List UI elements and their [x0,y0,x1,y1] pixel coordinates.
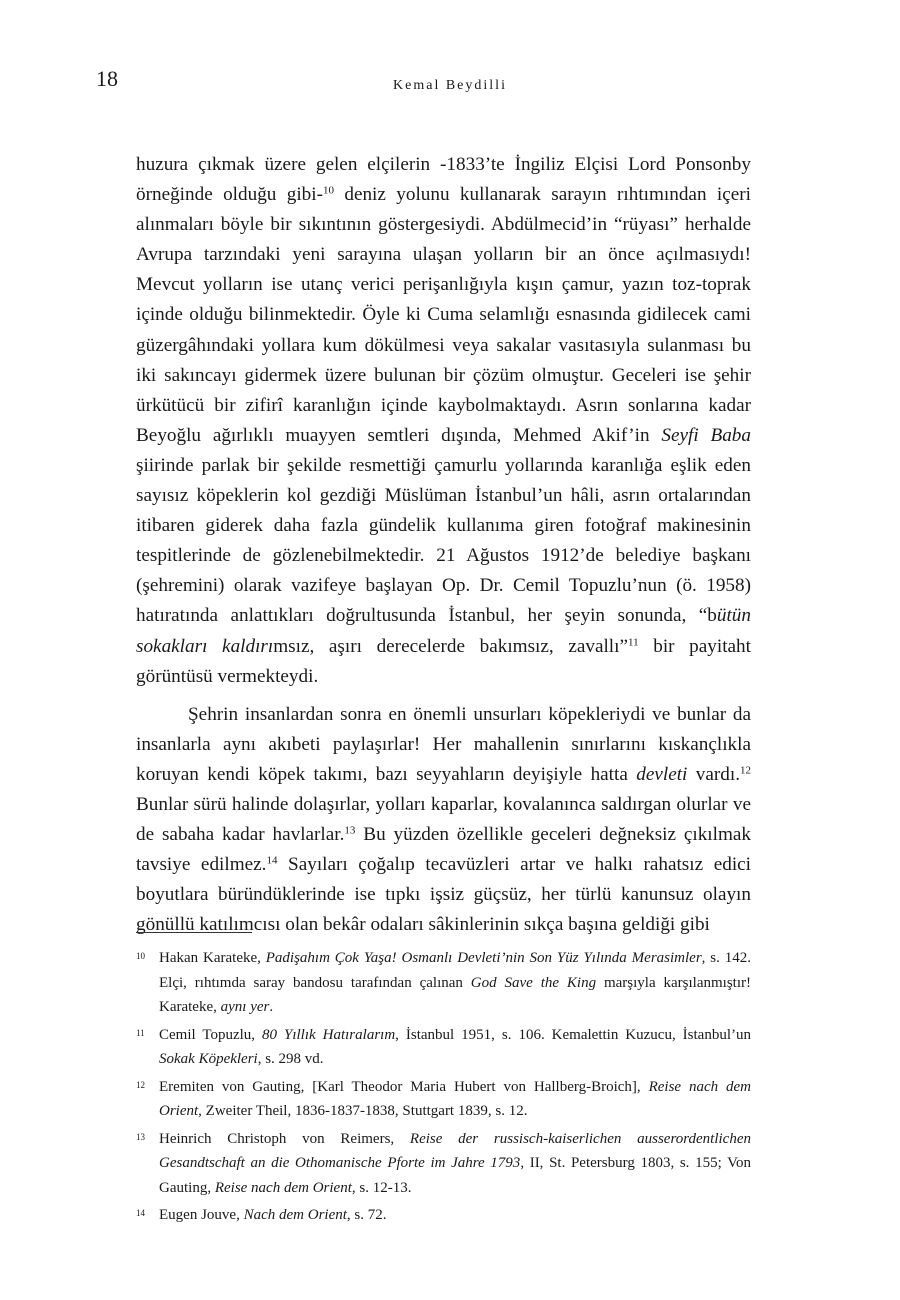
footnote-11 [136,1023,751,1072]
text-span: Heinrich Christoph von Reimers, [159,1130,410,1147]
text-span: Eugen Jouve, [159,1207,244,1223]
text-span: Cemil Topuzlu, [159,1026,263,1043]
text-span: , Zweiter Theil, 1836-1837-1838, Stuttgart 1839, s. 12. [198,1103,528,1119]
footnote-ref-10: 10 [322,184,334,197]
text-span: , s. 72. [346,1207,387,1223]
text-span: . [269,999,274,1015]
text-span: msız, aşırı derecelerde bakımsız, zavallı” [273,635,628,657]
italic-title: Sokak Köpekleri [159,1051,258,1067]
paragraph-1 [136,150,751,692]
footnote-number: 11 [136,1027,145,1038]
text-span: marşıyla karşılanmıştır! Karateke, [159,974,751,1015]
text-span: Sayıları çoğalıp tecavüzleri artar ve halkı rahatsız edici boyutlara büründüklerinde ise tıpkı işsiz güçsüz, her türlü kanunsuz olayın gönüllü katılımcısı olan bekâr odaları sâkinlerinin sıkça başına geldiği gibi [136,854,751,936]
text-span: deniz yolunu kullanarak sarayın rıhtımından içeri alınmaları böyle bir sıkıntının göstergesiydi. Abdülmecid’in “rüyası” herhalde Avrupa tarzındaki yeni sarayına ulaşan yolların bir an önce açılmasıydı! Mevcut yolların ise utanç verici perişanlığıyla kışın çamur, yazın toz-toprak içinde olduğu bilinmektedir. Öyle ki Cuma selamlığı esnasında gidilecek cami güzergâhındaki yollara kum dökülmesi veya sakalar vasıtasıyla sulanması bu iki sakıncayı gidermek üzere bulunan bir çözüm olmuştur. Geceleri ise şehir ürkütücü bir zifirî karanlığın içinde kaybolmaktaydı. Asrın sonlarına kadar Beyoğlu ağırlıklı muayyen semtleri dışında, Mehmed Akif’in [136,184,751,446]
footnotes [136,946,751,1231]
text-span: huzura çıkmak üzere gelen elçilerin -1833’te İngiliz Elçisi Lord Ponsonby örneğinde olduğu gibi- [136,154,751,206]
text-span: Bu yüzden özellikle geceleri değneksiz çıkılmak tavsiye edilmez. [136,824,751,876]
paragraph-2 [136,700,751,941]
text-span: Bunlar sürü halinde dolaşırlar, yolları kaparlar, kovalanınca saldırgan olurlar ve de sabaha kadar havlarlar. [136,793,751,846]
text-span: vardı. [687,763,740,785]
page-number: 18 [96,66,118,91]
footnote-ref-13: 13 [344,824,356,837]
italic-title: 80 Yıllık Hatıralarım [262,1026,396,1043]
text-span: , s. 12-13. [351,1179,412,1196]
text-span: şiirinde parlak bir şekilde resmettiği çamurlu yollarında karanlığa eşlik eden sayısız köpeklerin kol gezdiği Müslüman İstanbul’un hâli, asrın ortalarından itibaren giderek daha fazla gündelik kullanıma giren fotoğraf makinesinin tespitlerinde de gözlenebilmektedir. 21 Ağustos 1912’de belediye başkanı (şehremini) olarak vazifeye başlayan Op. Dr. Cemil Topuzlu’nun (ö. 1958) hatıratında anlattıkları doğrultusunda İstanbul, her şeyin sonunda, “b [136,454,751,627]
text-span: bir payitaht görüntüsü vermekteydi. [136,635,751,687]
footnote-14 [136,1203,751,1228]
footnote-ref-12: 12 [740,764,751,777]
text-span: Hakan Karateke, [159,950,266,966]
text-span: , s. 298 vd. [257,1051,324,1067]
footnote-10 [136,946,751,1020]
footnote-13 [136,1127,751,1201]
text-span: , İstanbul 1951, s. 106. Kemalettin Kuzucu, İstanbul’un [395,1026,751,1043]
italic-quote: ütün sokakları kaldırı [136,605,751,657]
text-span: Eremiten von Gauting, [Karl Theodor Maria Hubert von Hallberg-Broich], [159,1078,649,1095]
footnote-number: 13 [136,1131,145,1142]
italic-word: devleti [636,763,688,785]
italic-title: Nach dem Orient [243,1207,347,1223]
footnote-12 [136,1075,751,1124]
text-span: , s. 142. Elçi, rıhtımda saray bandosu tarafından çalınan [159,950,751,991]
footnote-ref-11: 11 [627,635,639,648]
italic-word: aynı yer [220,999,270,1015]
italic-title: Reise nach dem Orient [159,1078,752,1119]
footnote-ref-14: 14 [266,854,278,867]
italic-title: Reise der russisch-kaiserlichen ausserordentlichen Gesandtschaft an die Othomanische Pforte im Jahre 1793 [159,1130,751,1171]
text-span: , II, St. Petersburg 1803, s. 155; Von Gauting, [159,1155,751,1196]
text-span: Şehrin insanlardan sonra en önemli unsurları köpekleriydi ve bunlar da insanlarla aynı akıbeti paylaşırlar! Her mahallenin sınırlarını kıskançlıkla koruyan kendi köpek takımı, bazı seyyahların deyişiyle hatta [136,703,751,785]
footnote-number: 14 [136,1208,145,1218]
footnote-number: 10 [136,951,145,961]
footnote-number: 12 [136,1079,145,1090]
running-head: Kemal Beydilli [393,78,507,93]
italic-title: Reise nach dem Orient [214,1179,352,1196]
body-text [136,150,751,940]
italic-title: Seyfi Baba [661,424,751,446]
italic-title: God Save the King [470,974,597,991]
italic-title: Padişahım Çok Yaşa! Osmanlı Devleti’nin Son Yüz Yılında Merasimler [265,950,702,966]
footnote-divider [136,932,252,933]
